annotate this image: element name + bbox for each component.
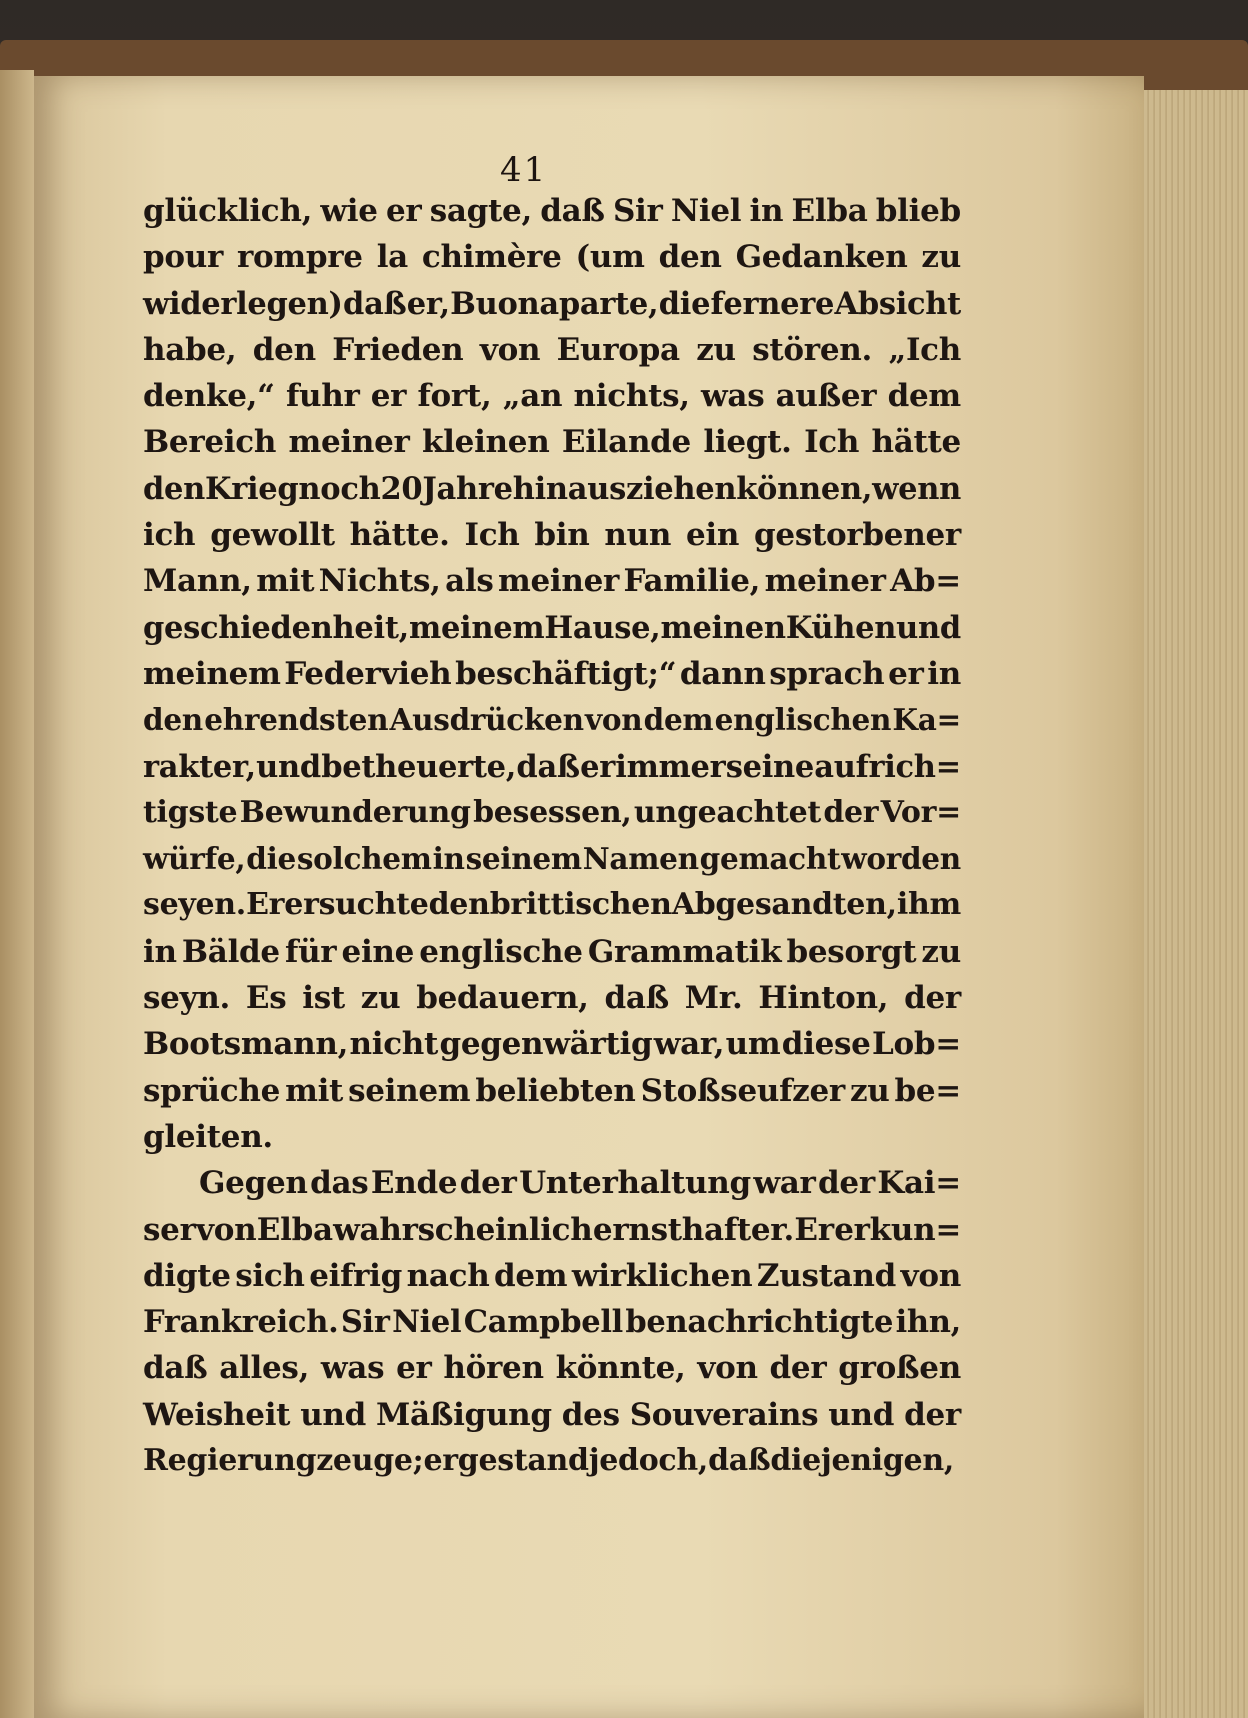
word: eine — [341, 933, 415, 970]
word: ernsthafter. — [592, 1211, 794, 1248]
word: in — [927, 655, 961, 692]
word: als — [445, 563, 494, 600]
word: die — [246, 841, 296, 877]
word: Ich — [804, 424, 860, 461]
text-line — [143, 1443, 961, 1489]
word: seyn. — [143, 980, 231, 1017]
text-line — [143, 749, 961, 795]
word: der — [823, 794, 879, 830]
word: Kai= — [877, 1165, 961, 1202]
word: Gedanken — [735, 239, 908, 276]
word: fernere — [710, 285, 835, 322]
word: liegt. — [703, 424, 792, 461]
word: nichts, — [573, 378, 690, 415]
word: glücklich, — [143, 193, 313, 229]
word: seinem — [465, 841, 582, 877]
word: Eilande — [561, 424, 691, 461]
word: fort, — [417, 378, 492, 415]
word: von — [585, 702, 643, 738]
text-line — [143, 702, 961, 748]
word: kleinen — [422, 424, 550, 461]
word: besessen, — [473, 794, 632, 830]
word: wirklichen — [571, 1257, 753, 1294]
text-line — [143, 610, 961, 656]
word: gleiten. — [143, 1118, 273, 1155]
word: Hause, — [544, 609, 661, 646]
word: er — [385, 193, 422, 229]
word: Ka= — [892, 702, 961, 738]
word: blieb — [875, 193, 961, 229]
word: aufrich= — [814, 748, 961, 785]
word: Stoßseufzer — [640, 1072, 845, 1109]
word: großen — [838, 1350, 961, 1387]
word: englische — [419, 933, 583, 970]
word: Bootsmann, — [143, 1026, 349, 1063]
text-line — [143, 934, 961, 980]
word: „Ich — [888, 331, 961, 368]
word: und — [256, 748, 321, 785]
word: ist — [302, 980, 345, 1017]
word: von — [900, 1257, 961, 1294]
word: Weisheit — [143, 1396, 291, 1433]
word: er — [423, 1443, 458, 1479]
word: gegenwärtig — [439, 1026, 653, 1063]
word: rakter, — [143, 748, 256, 785]
word: Jahre — [422, 470, 513, 507]
word: ein — [686, 517, 740, 554]
text-line — [143, 332, 961, 378]
word: Niel — [392, 1304, 462, 1341]
word: chimère — [421, 239, 562, 276]
word: eifrig — [309, 1257, 403, 1294]
word: erkun= — [834, 1211, 961, 1248]
word: ihm — [896, 887, 961, 923]
word: seinem — [348, 1072, 471, 1109]
word: meiner — [764, 563, 886, 600]
text-line — [143, 1397, 961, 1443]
word: Unterhaltung — [519, 1165, 751, 1202]
text-line — [143, 1350, 961, 1396]
word: diese — [781, 1026, 871, 1063]
word: Hinton, — [758, 980, 889, 1017]
word: nun — [604, 517, 672, 554]
word: und — [300, 1396, 367, 1433]
word: Bewunderung — [239, 794, 471, 830]
word: tigste — [143, 794, 238, 830]
word: daß — [516, 748, 580, 785]
word: für — [285, 933, 337, 970]
word: (um — [575, 239, 645, 276]
word: können, — [736, 470, 873, 507]
word: hätte — [871, 424, 961, 461]
word: immer — [615, 748, 726, 785]
word: Er — [246, 887, 285, 923]
word: ehrendsten — [204, 702, 389, 738]
word: daß — [343, 285, 407, 322]
word: seyen. — [143, 887, 246, 923]
word: zu — [360, 980, 401, 1017]
word: Zustand — [756, 1257, 897, 1294]
word: das — [310, 1165, 369, 1202]
text-line — [143, 1165, 961, 1211]
text-line — [143, 887, 961, 933]
word: sprüche — [143, 1072, 281, 1109]
word: Nichts, — [318, 563, 441, 600]
word: und — [896, 609, 961, 646]
word: der — [904, 980, 961, 1017]
text-line — [143, 378, 961, 424]
word: „an — [502, 378, 563, 415]
word: zu — [696, 331, 736, 368]
word: Sir — [612, 193, 663, 229]
word: um — [725, 1026, 781, 1063]
text-line — [143, 656, 961, 702]
word: hinausziehen — [512, 470, 737, 507]
word: könnte, — [555, 1350, 686, 1387]
word: Bereich — [143, 424, 277, 461]
word: ser — [143, 1211, 196, 1248]
word: Kühen — [785, 609, 897, 646]
text-line — [143, 1026, 961, 1072]
text-line — [143, 795, 961, 841]
word: beliebten — [475, 1072, 636, 1109]
word: war — [753, 1165, 816, 1202]
word: jedoch, — [588, 1443, 709, 1479]
word: englischen — [714, 702, 892, 738]
word: gestorbener — [754, 517, 961, 554]
word: brittischen — [489, 887, 672, 923]
text-line — [143, 424, 961, 470]
word: solchem — [296, 841, 432, 877]
word: Sir — [340, 1304, 390, 1341]
word: be= — [894, 1072, 961, 1109]
word: hätte. — [349, 517, 450, 554]
word: dem — [493, 1257, 568, 1294]
word: den — [143, 702, 203, 738]
word: er — [580, 748, 615, 785]
word: wie — [320, 193, 378, 229]
word: la — [376, 239, 408, 276]
word: ungeachtet — [633, 794, 821, 830]
word: zeuge; — [316, 1443, 424, 1479]
facing-page-edge — [0, 70, 34, 1718]
word: zu — [921, 933, 961, 970]
page-number: 41 — [500, 150, 548, 190]
text-line — [143, 471, 961, 517]
word: von — [479, 331, 541, 368]
word: ihn, — [895, 1304, 961, 1341]
word: widerlegen) — [143, 285, 343, 322]
word: Familie, — [623, 563, 761, 600]
word: Frankreich. — [143, 1304, 339, 1341]
word: was — [701, 378, 765, 415]
word: Ab= — [890, 563, 961, 600]
word: daß — [708, 1443, 771, 1479]
word: des — [561, 1396, 620, 1433]
word: Mäßigung — [376, 1396, 552, 1433]
word: Abgesandten, — [671, 887, 897, 923]
word: Europa — [556, 331, 680, 368]
text-line — [143, 1073, 961, 1119]
word: Er — [794, 1211, 834, 1248]
word: dem — [887, 378, 961, 415]
word: habe, — [143, 331, 237, 368]
word: Ich — [464, 517, 520, 554]
text-line — [143, 563, 961, 609]
word: gemacht — [699, 841, 841, 877]
word: fuhr — [285, 378, 360, 415]
word: geschiedenheit, — [143, 609, 409, 646]
word: ersuchte — [284, 887, 429, 923]
word: betheuerte, — [321, 748, 517, 785]
word: er — [396, 1350, 432, 1387]
word: worden — [841, 841, 961, 877]
word: nicht — [349, 1026, 439, 1063]
word: meinen — [660, 609, 786, 646]
word: hören — [443, 1350, 544, 1387]
word: Elba — [256, 1211, 333, 1248]
word: mit — [285, 1072, 344, 1109]
text-line — [143, 1212, 961, 1258]
word: wahrscheinlich — [333, 1211, 593, 1248]
word: den — [252, 331, 316, 368]
word: meiner — [288, 424, 410, 461]
word: mit — [256, 563, 315, 600]
text-line — [143, 1119, 961, 1165]
word: Buonaparte, — [450, 285, 659, 322]
word: denke,“ — [143, 378, 275, 415]
word: Campbell — [463, 1304, 623, 1341]
word: die — [658, 285, 711, 322]
word: von — [196, 1211, 257, 1248]
word: meiner — [497, 563, 620, 600]
word: Niel — [670, 193, 742, 229]
word: Mann, — [143, 563, 252, 600]
word: Ausdrücken — [389, 702, 584, 738]
word: sprach — [769, 655, 885, 692]
word: Bälde — [181, 933, 280, 970]
text-line — [143, 1304, 961, 1350]
word: außer — [775, 378, 877, 415]
page-stack-edge — [1144, 90, 1248, 1718]
word: der — [769, 1350, 827, 1387]
word: bin — [534, 517, 590, 554]
word: und — [828, 1396, 895, 1433]
page-text — [143, 193, 961, 1489]
word: er, — [406, 285, 450, 322]
text-line — [143, 980, 961, 1026]
word: noch — [298, 470, 381, 507]
word: Elba — [791, 193, 868, 229]
word: würfe, — [143, 841, 246, 877]
word: er — [888, 655, 924, 692]
word: dem — [643, 702, 714, 738]
word: stören. — [752, 331, 872, 368]
word: Ende — [370, 1165, 458, 1202]
word: besorgt — [786, 933, 917, 970]
word: gestand — [457, 1443, 589, 1479]
word: den — [428, 887, 490, 923]
word: Grammatik — [587, 933, 782, 970]
word: gewollt — [210, 517, 335, 554]
word: Federvieh — [284, 655, 452, 692]
word: war, — [653, 1026, 725, 1063]
word: nach — [406, 1257, 490, 1294]
word: der — [818, 1165, 875, 1202]
word: Mr. — [684, 980, 743, 1017]
word: beschäftigt;“ — [455, 655, 677, 692]
word: in — [143, 933, 177, 970]
word: daß — [604, 980, 669, 1017]
word: sich — [235, 1257, 305, 1294]
word: Krieg — [205, 470, 299, 507]
word: Gegen — [199, 1165, 308, 1202]
word: zu — [921, 239, 961, 276]
word: benachrichtigte — [625, 1304, 894, 1341]
word: sagte, — [429, 193, 532, 229]
word: den — [658, 239, 722, 276]
word: den — [143, 470, 206, 507]
word: in — [749, 193, 784, 229]
text-line — [143, 1258, 961, 1304]
word: 20 — [380, 470, 423, 507]
word: ich — [143, 517, 196, 554]
word: meinem — [143, 655, 281, 692]
word: der — [459, 1165, 517, 1202]
word: in — [432, 841, 465, 877]
word: pour — [143, 239, 224, 276]
word: seine — [725, 748, 814, 785]
word: daß — [143, 1350, 208, 1387]
word: Frieden — [332, 331, 464, 368]
word: digte — [143, 1257, 231, 1294]
word: Vor= — [880, 794, 961, 830]
text-line — [143, 517, 961, 563]
text-line — [143, 239, 961, 285]
text-line — [143, 286, 961, 332]
text-line — [143, 193, 961, 239]
word: wenn — [872, 470, 961, 507]
word: Souverains — [629, 1396, 819, 1433]
word: alles, — [219, 1350, 310, 1387]
word: bedauern, — [416, 980, 589, 1017]
word: Lob= — [871, 1026, 961, 1063]
word: Es — [245, 980, 287, 1017]
word: daß — [540, 193, 605, 229]
word: Absicht — [834, 285, 961, 322]
word: was — [320, 1350, 385, 1387]
word: diejenigen, — [770, 1443, 955, 1479]
word: der — [904, 1396, 961, 1433]
word: er — [370, 378, 407, 415]
word: rompre — [236, 239, 363, 276]
text-line — [143, 841, 961, 887]
word: Namen — [582, 841, 699, 877]
word: meinem — [408, 609, 545, 646]
word: dann — [679, 655, 766, 692]
word: Regierung — [143, 1443, 317, 1479]
word: von — [697, 1350, 758, 1387]
word: zu — [849, 1072, 890, 1109]
